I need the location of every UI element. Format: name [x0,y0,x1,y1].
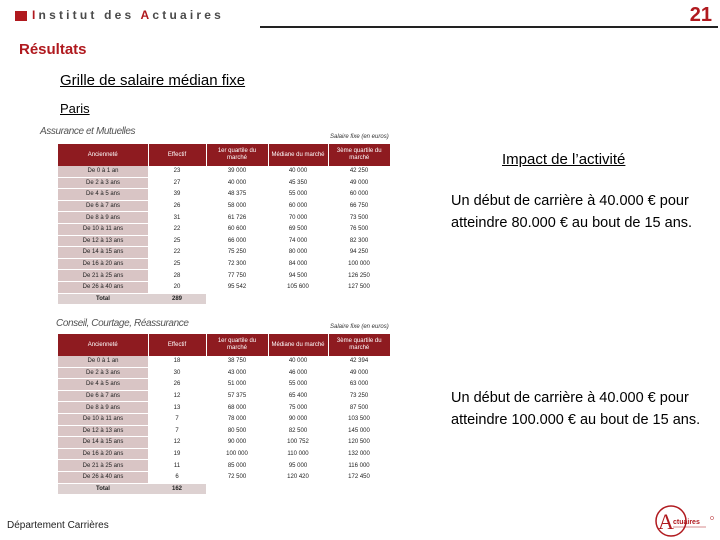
table-cell: 74 000 [268,235,328,247]
table-cell: 18 [148,356,206,367]
table-cell: 70 000 [268,212,328,224]
table-cell: Total [58,293,148,305]
table-cell: 75 250 [206,247,268,259]
table-cell: De 2 à 3 ans [58,177,148,189]
table-row [58,356,390,367]
table-cell [206,293,268,305]
table-cell: 90 000 [206,437,268,449]
table-cell: 25 [148,258,206,270]
table-row [58,189,390,201]
logo-text: ctuaires [673,519,700,526]
table-row [58,460,390,472]
table-cell: 69 500 [268,223,328,235]
column-header: Médiane du marché [268,144,328,166]
table-cell: 55 000 [268,189,328,201]
table-cell: 13 [148,402,206,414]
table-cell: 23 [148,166,206,177]
table-cell: 103 500 [328,413,390,425]
table-cell: 49 000 [328,367,390,379]
table-row [58,212,390,224]
section2-note: Salaire fixe (en euros) [330,324,389,330]
actuaires-logo [654,504,716,538]
table-cell: 45 350 [268,177,328,189]
impact-paragraph-1: Un début de carrière à 40.000 € pour atteindre 80.000 € au bout de 15 ans. [451,193,693,231]
table-cell: 76 500 [328,223,390,235]
table-row [58,471,390,483]
table-row [58,166,390,177]
subtitle: Grille de salaire médian fixe [60,72,246,89]
table-cell: 116 000 [328,460,390,472]
table-cell: 172 450 [328,471,390,483]
table-cell: 60 000 [268,200,328,212]
table-cell: 73 500 [328,212,390,224]
table-cell: 95 542 [206,281,268,293]
table-cell [206,483,268,495]
table-row [58,390,390,402]
column-header: 1er quartile du marché [206,334,268,356]
impact-title: Impact de l’activité [502,151,626,168]
section1-note: Salaire fixe (en euros) [330,134,389,140]
table-cell: 72 300 [206,258,268,270]
column-header: Ancienneté [58,144,148,166]
table-cell: 40 000 [268,166,328,177]
salary-table-conseil [58,334,390,495]
table-cell: 58 000 [206,200,268,212]
table-cell: 100 752 [268,437,328,449]
table-cell: De 6 à 7 ans [58,200,148,212]
table-cell: 84 000 [268,258,328,270]
table-cell: 39 000 [206,166,268,177]
column-header: Effectif [148,144,206,166]
table-cell: 46 000 [268,367,328,379]
table-cell [268,293,328,305]
table-cell: 11 [148,460,206,472]
table-cell: De 0 à 1 an [58,166,148,177]
table-cell: De 16 à 20 ans [58,258,148,270]
table-cell: 40 000 [206,177,268,189]
table-cell: 132 000 [328,448,390,460]
table-cell: 78 000 [206,413,268,425]
table-cell: 94 500 [268,270,328,282]
table-cell: 95 000 [268,460,328,472]
table-cell: 42 250 [328,166,390,177]
table-cell: De 26 à 40 ans [58,281,148,293]
section2-title: Conseil, Courtage, Réassurance [56,318,189,329]
table-header-row [58,144,390,166]
table-cell: De 2 à 3 ans [58,367,148,379]
table-cell: 7 [148,413,206,425]
footer-department: Département Carrières [7,520,109,531]
table-cell: De 4 à 5 ans [58,379,148,391]
table-row [58,200,390,212]
column-header: 3ème quartile du marché [328,334,390,356]
table-cell: 68 000 [206,402,268,414]
table-cell: 110 000 [268,448,328,460]
table-cell: 77 750 [206,270,268,282]
table-cell: 38 750 [206,356,268,367]
table-cell: De 6 à 7 ans [58,390,148,402]
table-cell: 66 000 [206,235,268,247]
table-cell: 289 [148,293,206,305]
table-cell: 162 [148,483,206,495]
table-cell: 72 500 [206,471,268,483]
column-header: 1er quartile du marché [206,144,268,166]
table-row [58,235,390,247]
location-label: Paris [60,101,90,116]
table-row [58,177,390,189]
column-header: Effectif [148,334,206,356]
table-cell: 100 000 [206,448,268,460]
table-row [58,448,390,460]
table-cell: 61 726 [206,212,268,224]
table-cell: 60 000 [328,189,390,201]
table-row [58,367,390,379]
table-cell: 12 [148,390,206,402]
table-cell: 90 000 [268,413,328,425]
table-cell: De 21 à 25 ans [58,460,148,472]
table-cell: De 12 à 13 ans [58,425,148,437]
table-total-row [58,293,390,305]
table-cell: 60 600 [206,223,268,235]
column-header: 3ème quartile du marché [328,144,390,166]
table-cell: 40 000 [268,356,328,367]
table-cell: 43 000 [206,367,268,379]
table-cell: 127 500 [328,281,390,293]
table-cell: 30 [148,367,206,379]
impact-paragraph-2: Un début de carrière à 40.000 € pour atteindre 100.000 € au bout de 15 ans. [451,390,701,428]
table-cell: 6 [148,471,206,483]
table-cell: 85 000 [206,460,268,472]
table-cell: 65 400 [268,390,328,402]
table-cell: De 4 à 5 ans [58,189,148,201]
table-cell: 19 [148,448,206,460]
table-cell: 82 300 [328,235,390,247]
table-cell [268,483,328,495]
table-row [58,270,390,282]
table-cell: De 21 à 25 ans [58,270,148,282]
salary-table-assurance [58,144,390,305]
header-logo-mark [15,11,27,21]
table-cell: 28 [148,270,206,282]
table-cell: De 10 à 11 ans [58,413,148,425]
table-row [58,425,390,437]
table-cell: 20 [148,281,206,293]
table-cell: 120 500 [328,437,390,449]
table-cell: De 10 à 11 ans [58,223,148,235]
table-cell: 49 000 [328,177,390,189]
column-header: Médiane du marché [268,334,328,356]
table-cell: 48 375 [206,189,268,201]
table-cell: 31 [148,212,206,224]
table-cell: De 14 à 15 ans [58,247,148,259]
table-cell: 25 [148,235,206,247]
table-cell: 57 375 [206,390,268,402]
table-cell: Total [58,483,148,495]
table-cell: De 8 à 9 ans [58,402,148,414]
table-cell: De 8 à 9 ans [58,212,148,224]
table-cell: 26 [148,200,206,212]
table-cell: 26 [148,379,206,391]
table-cell: 42 394 [328,356,390,367]
table-cell: 82 500 [268,425,328,437]
column-header: Ancienneté [58,334,148,356]
table-cell: 100 000 [328,258,390,270]
table-cell: 94 250 [328,247,390,259]
table-cell: 12 [148,437,206,449]
table-cell: 87 500 [328,402,390,414]
table-cell: 145 000 [328,425,390,437]
table-cell: De 26 à 40 ans [58,471,148,483]
page-title: Résultats [19,41,87,58]
table-cell [328,293,390,305]
table-cell: 51 000 [206,379,268,391]
table-cell: 75 000 [268,402,328,414]
table-row [58,223,390,235]
table-cell: De 12 à 13 ans [58,235,148,247]
table-row [58,379,390,391]
table-cell: De 14 à 15 ans [58,437,148,449]
table-row [58,402,390,414]
table-row [58,247,390,259]
table-cell: 7 [148,425,206,437]
table-row [58,437,390,449]
table-row [58,281,390,293]
header-rule [260,26,718,28]
header-brand: Institut des Actuaires [32,8,225,22]
table-cell: 105 600 [268,281,328,293]
table-cell: 63 000 [328,379,390,391]
table-cell: 39 [148,189,206,201]
table-cell: 22 [148,247,206,259]
table-row [58,258,390,270]
table-row [58,413,390,425]
section1-title: Assurance et Mutuelles [40,126,136,137]
logo-initial: A [658,509,674,534]
table-cell [328,483,390,495]
table-cell: 73 250 [328,390,390,402]
table-cell: 80 000 [268,247,328,259]
table-cell: 55 000 [268,379,328,391]
table-total-row [58,483,390,495]
table-cell: De 16 à 20 ans [58,448,148,460]
table-cell: 126 250 [328,270,390,282]
table-cell: 66 750 [328,200,390,212]
table-header-row [58,334,390,356]
table-cell: De 0 à 1 an [58,356,148,367]
table-cell: 27 [148,177,206,189]
page-number: 21 [689,4,712,26]
table-cell: 120 420 [268,471,328,483]
table-cell: 80 500 [206,425,268,437]
table-cell: 22 [148,223,206,235]
